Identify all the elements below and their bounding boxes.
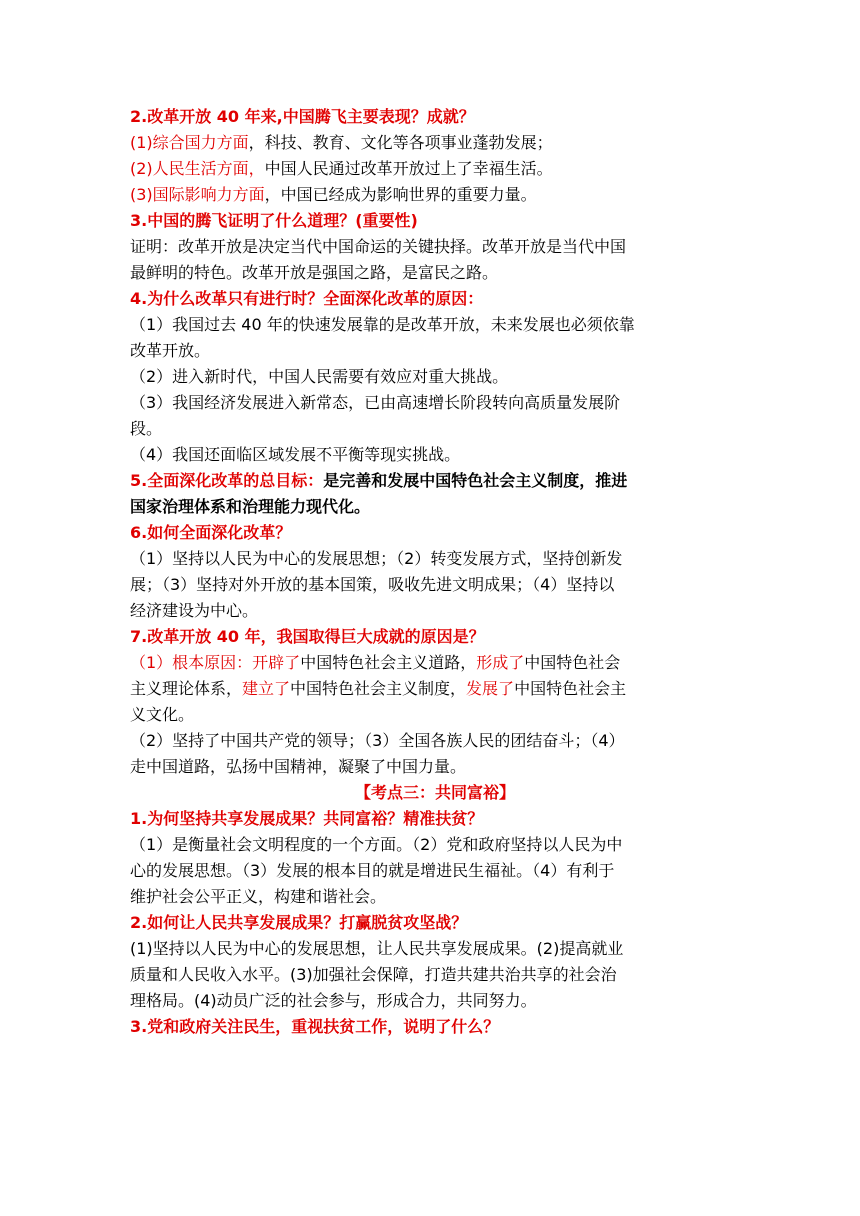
text-line [130,442,740,468]
text-line [130,312,740,338]
text-line [130,988,740,1014]
text-line [130,702,740,728]
text-line [130,104,740,130]
body-text: ，科技、教育、文化等各项事业蓬勃发展； [248,133,553,152]
body-text: 段。 [130,419,163,438]
body-text: 改革开放。 [130,341,211,360]
highlight-text: 2.如何让人民共享发展成果？打赢脱贫攻坚战？ [130,913,468,932]
text-line [130,780,740,806]
text-line [130,286,740,312]
body-text: 经济建设为中心。 [130,601,259,620]
body-text: （1）坚持以人民为中心的发展思想；（2）转变发展方式，坚持创新发 [130,549,623,568]
highlight-text: 【考点三：共同富裕】 [354,783,515,802]
highlight-text: 形成了 [476,653,525,672]
text-line [130,962,740,988]
body-text: 心的发展思想。（3）发展的根本目的就是增进民生福祉。（4）有利于 [130,861,615,880]
text-line [130,156,740,182]
text-line [130,572,740,598]
text-line [130,832,740,858]
body-text: 理格局。(4)动员广泛的社会参与，形成合力，共同努力。 [130,991,537,1010]
highlight-text: 2.改革开放 40 年来,中国腾飞主要表现？成就？ [130,107,475,126]
body-text: 展；（3）坚持对外开放的基本国策，吸收先进文明成果；（4）坚持以 [130,575,615,594]
text-line [130,936,740,962]
body-text: （2）坚持了中国共产党的领导；（3）全国各族人民的团结奋斗；（4） [130,731,625,750]
text-line [130,208,740,234]
body-text: 义文化。 [130,705,195,724]
highlight-text: (2)人民生活方面， [130,159,265,178]
text-line [130,806,740,832]
text-line [130,728,740,754]
highlight-text: 1.为何坚持共享发展成果？共同富裕？精准扶贫？ [130,809,484,828]
body-text: （1）是衡量社会文明程度的一个方面。（2）党和政府坚持以人民为中 [130,835,623,854]
body-text: 是完善和发展中国特色社会主义制度，推进 [323,471,628,490]
text-line [130,598,740,624]
text-line [130,754,740,780]
text-line [130,390,740,416]
highlight-text: 7.改革开放 40 年，我国取得巨大成就的原因是？ [130,627,485,646]
body-text: 走中国道路，弘扬中国精神，凝聚了中国力量。 [130,757,467,776]
text-line [130,676,740,702]
highlight-text: （1）根本原因：开辟了 [130,653,301,672]
body-text: 中国特色社会主 [514,679,627,698]
highlight-text: (3)国际影响力方面 [130,185,265,204]
text-line [130,546,740,572]
text-line [130,858,740,884]
body-text: （3）我国经济发展进入新常态，已由高速增长阶段转向高质量发展阶 [130,393,621,412]
body-text: 中国人民通过改革开放过上了幸福生活。 [264,159,553,178]
text-line [130,624,740,650]
document-body [130,104,740,1040]
body-text: (1)坚持以人民为中心的发展思想，让人民共享发展成果。(2)提高就业 [130,939,624,958]
text-line [130,182,740,208]
body-text: 维护社会公平正义，构建和谐社会。 [130,887,387,906]
text-line [130,364,740,390]
body-text: 最鲜明的特色。改革开放是强国之路，是富民之路。 [130,263,499,282]
text-line [130,1014,740,1040]
text-line [130,130,740,156]
body-text: 中国特色社会主义道路， [300,653,477,672]
body-text: ，中国已经成为影响世界的重要力量。 [264,185,537,204]
highlight-text: (1)综合国力方面 [130,133,249,152]
text-line [130,520,740,546]
text-line [130,234,740,260]
body-text: （2）进入新时代，中国人民需要有效应对重大挑战。 [130,367,509,386]
body-text: 国家治理体系和治理能力现代化。 [130,497,371,516]
text-line [130,910,740,936]
body-text: （1）我国过去 40 年的快速发展靠的是改革开放，未来发展也必须依靠 [130,315,635,334]
text-line [130,884,740,910]
text-line [130,650,740,676]
body-text: （4）我国还面临区域发展不平衡等现实挑战。 [130,445,461,464]
body-text: 主义理论体系， [130,679,243,698]
highlight-text: 5.全面深化改革的总目标： [130,471,324,490]
text-line [130,468,740,494]
highlight-text: 发展了 [466,679,515,698]
text-line [130,416,740,442]
highlight-text: 3.中国的腾飞证明了什么道理？(重要性) [130,211,418,230]
highlight-text: 4.为什么改革只有进行时？全面深化改革的原因： [130,289,484,308]
text-line [130,260,740,286]
highlight-text: 6.如何全面深化改革？ [130,523,292,542]
body-text: 中国特色社会主义制度， [290,679,467,698]
highlight-text: 3.党和政府关注民生，重视扶贫工作，说明了什么？ [130,1017,500,1036]
body-text: 证明：改革开放是决定当代中国命运的关键抉择。改革开放是当代中国 [130,237,627,256]
highlight-text: 建立了 [242,679,291,698]
body-text: 质量和人民收入水平。(3)加强社会保障，打造共建共治共享的社会治 [130,965,617,984]
text-line [130,494,740,520]
body-text: 中国特色社会 [524,653,621,672]
text-line [130,338,740,364]
